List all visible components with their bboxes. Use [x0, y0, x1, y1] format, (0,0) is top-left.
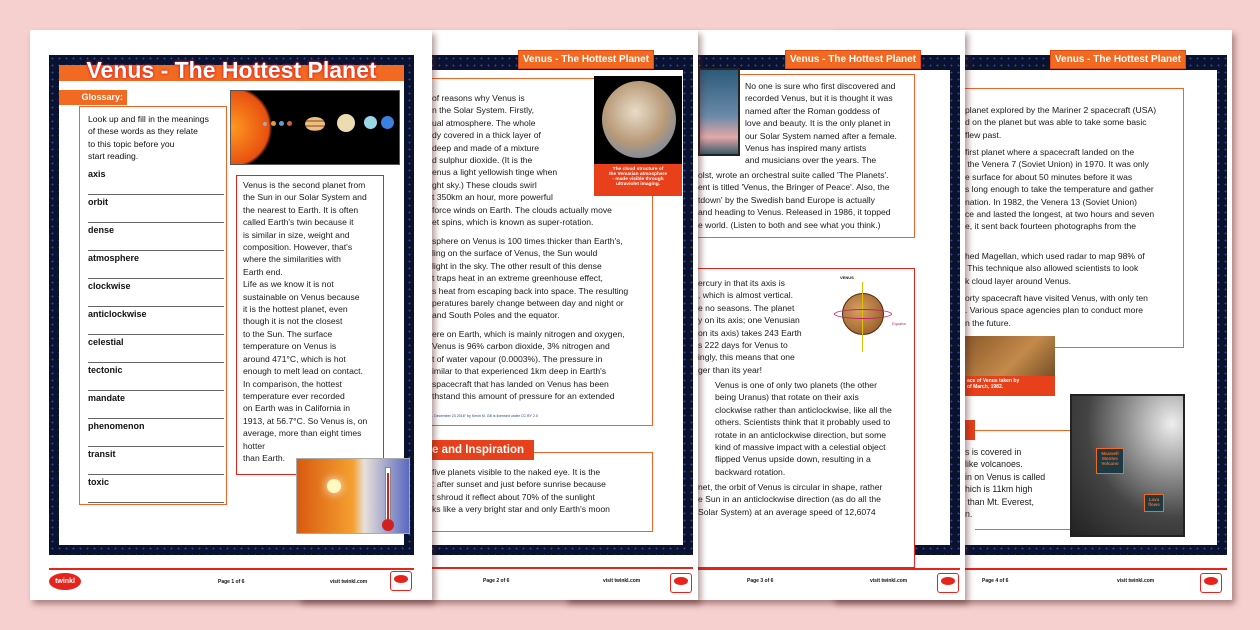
paragraph: s is covered in like volcanoes. in on Venus is called hich is 11km high than Mt. Everest, n.	[965, 447, 1046, 520]
footer-site: visit twinkl.com	[603, 578, 641, 584]
volcano-label: Maxwell Montes Volcano	[1096, 448, 1124, 474]
glossary-word: transit	[88, 447, 224, 475]
venus-cloud-photo	[594, 76, 682, 164]
thermometer-sun-image	[296, 458, 410, 534]
header-tab: Venus - The Hottest Planet	[1050, 50, 1186, 69]
paragraph: orty spacecraft have visited Venus, with only ten . Various space agencies plan to conduct more n the future.	[965, 293, 1148, 328]
glossary-instructions: Look up and fill in the meanings of these words as they relate to this topic before you start reading.	[88, 114, 209, 162]
paragraph: sphere on Venus is 100 times thicker than Earth's, ling on the surface of Venus, the Sun would light in the sky. The other result of this dense t traps heat in an extreme greenhouse effect, s heat from escaping back into space. The resulting peratures barely change between day and night or and South Poles and the equator.	[432, 236, 629, 321]
glossary-word: orbit	[88, 195, 224, 223]
image-caption: The cloud structure of the Venusian atmosphere - made visible through ultraviolet imaging.	[594, 164, 682, 196]
glossary-label: Glossary:	[59, 90, 127, 105]
paragraph: planet explored by the Mariner 2 spacecraft (USA) d on the planet but was able to take some basic flew past.	[965, 105, 1157, 140]
paragraph: hed Magellan, which used radar to map 98% of This technique also allowed scientists to look k cloud layer around Venus.	[965, 251, 1145, 286]
twinkl-badge-icon	[1200, 573, 1222, 593]
page-number: Page 2 of 6	[483, 578, 510, 584]
image-credit-link[interactable]: - December 23 2016" by Kevin M. Gill is licensed under CC BY 2.0	[432, 414, 538, 418]
twinkl-badge-icon	[390, 571, 412, 591]
radar-image	[1070, 394, 1185, 537]
page-number: Page 4 of 6	[982, 578, 1009, 584]
glossary-word: toxic	[88, 475, 224, 503]
venus-axis-diagram	[830, 275, 912, 355]
glossary-word: anticlockwise	[88, 307, 224, 335]
footer-site: visit twinkl.com	[870, 578, 908, 584]
glossary-word: atmosphere	[88, 251, 224, 279]
venus-sky-photo	[698, 68, 740, 156]
paragraph: of reasons why Venus is n the Solar System. Firstly, ual atmosphere. The whole dy covered in a thick layer of deep and made of a mixture d sulphur dioxide. (It is the enus a light yellowish tinge when ght sky.) These clouds swirl t 350km an hour, more powerful force winds on Earth. The clouds actually move et spins, which is known as super-rotation.	[432, 93, 612, 228]
paragraph: No one is sure who first discovered and recorded Venus, but it is thought it was named after the Roman goddess of love and beauty. It is the only planet in our Solar System named after a female. Venus has inspired many artists and musicians over the years. The	[745, 81, 897, 166]
paragraph: five planets visible to the naked eye. It is the : after sunset and just before sunrise because t shroud it reflect about 70% of the sunlight ks like a very bright star and only Earth's moon	[432, 467, 610, 515]
twinkl-badge-icon	[670, 573, 692, 593]
twinkl-logo: twinkl	[49, 573, 81, 590]
intro-paragraph: Venus is the second planet from the Sun in our Solar System and the nearest to Earth. It is often called Earth's twin because it is similar in size, weight and composition. However, that's where the similarities with Earth end. Life as we know it is not sustainable on Venus because it is the hottest planet, even though it is not the closest to the Sun. The surface temperature on Venus is around 471°C, which is hot enough to melt lead on contact. In comparison, the hottest temperature ever recorded on Earth was in California in 1913, at 56.7°C. So Venus is, on average, more than eight times hotter than Earth.	[243, 180, 368, 463]
glossary-word: clockwise	[88, 279, 224, 307]
footer-site: visit twinkl.com	[1117, 578, 1155, 584]
paragraph: ere on Earth, which is mainly nitrogen and oxygen, Venus is 96% carbon dioxide, 3% nitrogen and t of water vapour (0.0003%). The pressure in imilar to that experienced 1km deep in Earth's spacecraft that has landed on Venus has been thstand this amount of pressure for an extended	[432, 329, 625, 402]
section-heading-tab	[965, 420, 975, 440]
glossary-word: axis	[88, 167, 224, 195]
header-tab: Venus - The Hottest Planet	[518, 50, 654, 69]
paragraph: Venus is one of only two planets (the other being Uranus) that rotate on their axis clockwise rather than anticlockwise, like all the others. Scientists think that it probably used to rotate in an anticlockwise direction, but some kind of massive impact with a celestial object flipped Venus upside down, resulting in a backward rotation.	[715, 380, 892, 477]
footer-site: visit twinkl.com	[330, 579, 368, 585]
paragraph: net, the orbit of Venus is circular in shape, rather e Sun in an anticlockwise direction (as do all the Solar System) at an average speed of 12,6074	[698, 482, 883, 517]
header-tab: Venus - The Hottest Planet	[785, 50, 921, 69]
glossary-word: mandate	[88, 391, 224, 419]
page-number: Page 3 of 6	[747, 578, 774, 584]
glossary-word: tectonic	[88, 363, 224, 391]
lava-label: Lava flows	[1144, 494, 1164, 512]
page-number: Page 1 of 6	[218, 579, 245, 585]
page-1	[30, 30, 432, 600]
page-title: Venus - The Hottest Planet	[86, 57, 377, 83]
paragraph: first planet where a spacecraft landed on the the Venera 7 (Soviet Union) in 1970. It was only e surface for about 50 minutes before it was s long enough to take the temperature and gather nation. In 1982, the Venera 13 (Soviet Union) ce and lasted the longest, at two hours and seven e, it sent back fourteen photographs from the	[965, 147, 1155, 232]
diagram-title: VENUS	[840, 275, 854, 280]
glossary-box	[79, 106, 227, 505]
glossary-word: phenomenon	[88, 419, 224, 447]
glossary-word: dense	[88, 223, 224, 251]
solar-system-image	[230, 90, 400, 165]
paragraph: olst, wrote an orchestral suite called 'The Planets'. ent is titled 'Venus, the Bringer of Peace'. Also, the tdown' by the Swedish band Europe is actually and heading to Venus. Released in 1986, it topped e world. (Listen to both and see what you think.)	[698, 170, 891, 230]
section-heading: e and Inspiration	[432, 440, 534, 460]
image-caption: ace of Venus taken by of March, 1982.	[965, 376, 1055, 396]
glossary-word: celestial	[88, 335, 224, 363]
twinkl-badge-icon	[937, 573, 959, 593]
paragraph: ercury in that its axis is , which is almost vertical. e no seasons. The planet y on its axis; one Venusian on its axis) takes 243 Earth s 222 days for Venus to ingly, this means that one ger than its year!	[698, 278, 802, 375]
equator-label: Equator	[892, 321, 907, 326]
